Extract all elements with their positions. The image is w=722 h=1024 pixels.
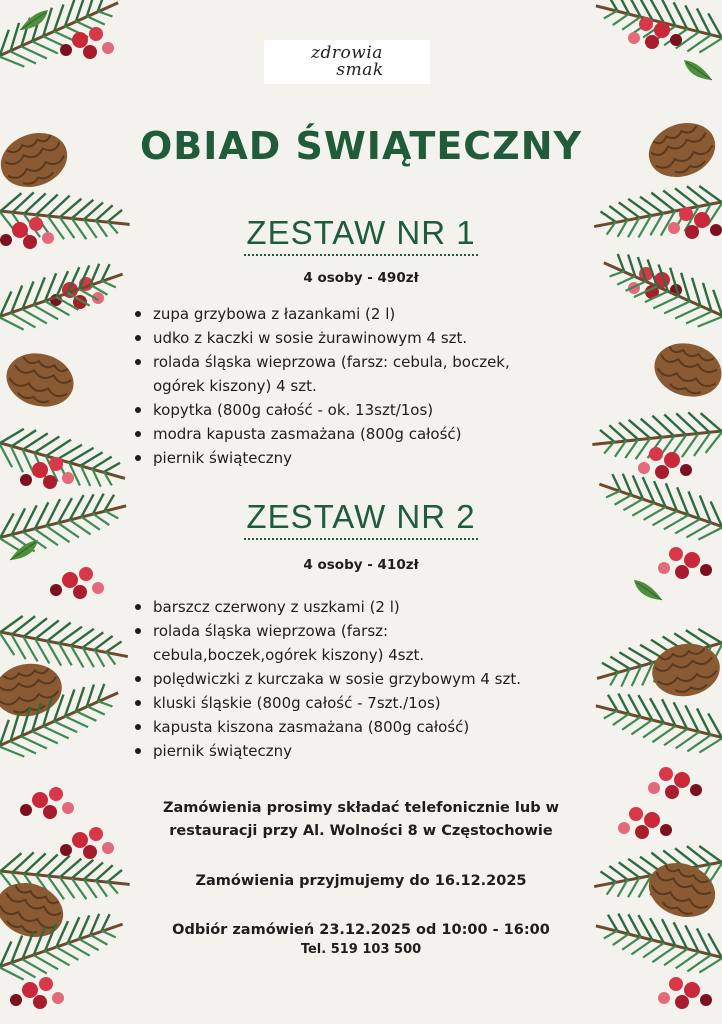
- order-deadline: Zamówienia przyjmujemy do 16.12.2025: [195, 873, 527, 889]
- set2-heading: [0, 498, 722, 540]
- list-item: polędwiczki z kurczaka w sosie grzybowym 4 szt.: [133, 667, 593, 691]
- set1-price: 4 osoby - 490zł: [303, 270, 419, 286]
- set2-heading-text: ZESTAW NR 2: [244, 498, 477, 540]
- order-info-line1: Zamówienia prosimy składać telefonicznie lub w: [162, 800, 560, 816]
- list-item: kluski śląskie (800g całość - 7szt./1os): [133, 691, 593, 715]
- list-item: modra kapusta zasmażana (800g całość): [133, 422, 593, 446]
- set1-heading-text: ZESTAW NR 1: [244, 214, 477, 256]
- list-item: piernik świąteczny: [133, 446, 593, 470]
- list-item: piernik świąteczny: [133, 739, 593, 763]
- set1-menu-list: [133, 302, 593, 470]
- page-title: OBIAD ŚWIĄTECZNY: [139, 124, 583, 168]
- set2-price: 4 osoby - 410zł: [303, 557, 419, 573]
- pickup-info: Odbiór zamówień 23.12.2025 od 10:00 - 16:00: [172, 922, 550, 938]
- list-item: udko z kaczki w sosie żurawinowym 4 szt.: [133, 326, 593, 350]
- list-item: zupa grzybowa z łazankami (2 l): [133, 302, 593, 326]
- order-info-line2: restauracji przy Al. Wolności 8 w Częstochowie: [169, 823, 553, 839]
- logo-line2: smak: [336, 60, 384, 80]
- list-item: rolada śląska wieprzowa (farsz: cebula,boczek,ogórek kiszony) 4szt.: [133, 619, 593, 667]
- list-item: rolada śląska wieprzowa (farsz: cebula, boczek, ogórek kiszony) 4 szt.: [133, 350, 593, 398]
- phone-number: Tel. 519 103 500: [300, 942, 422, 957]
- list-item: barszcz czerwony z uszkami (2 l): [133, 595, 593, 619]
- set2-menu-list: [133, 595, 593, 763]
- logo: [264, 40, 430, 84]
- order-info: [0, 797, 722, 843]
- logo-line1: zdrowia: [311, 43, 383, 63]
- list-item: kapusta kiszona zasmażana (800g całość): [133, 715, 593, 739]
- set1-heading: [0, 214, 722, 256]
- list-item: kopytka (800g całość - ok. 13szt/1os): [133, 398, 593, 422]
